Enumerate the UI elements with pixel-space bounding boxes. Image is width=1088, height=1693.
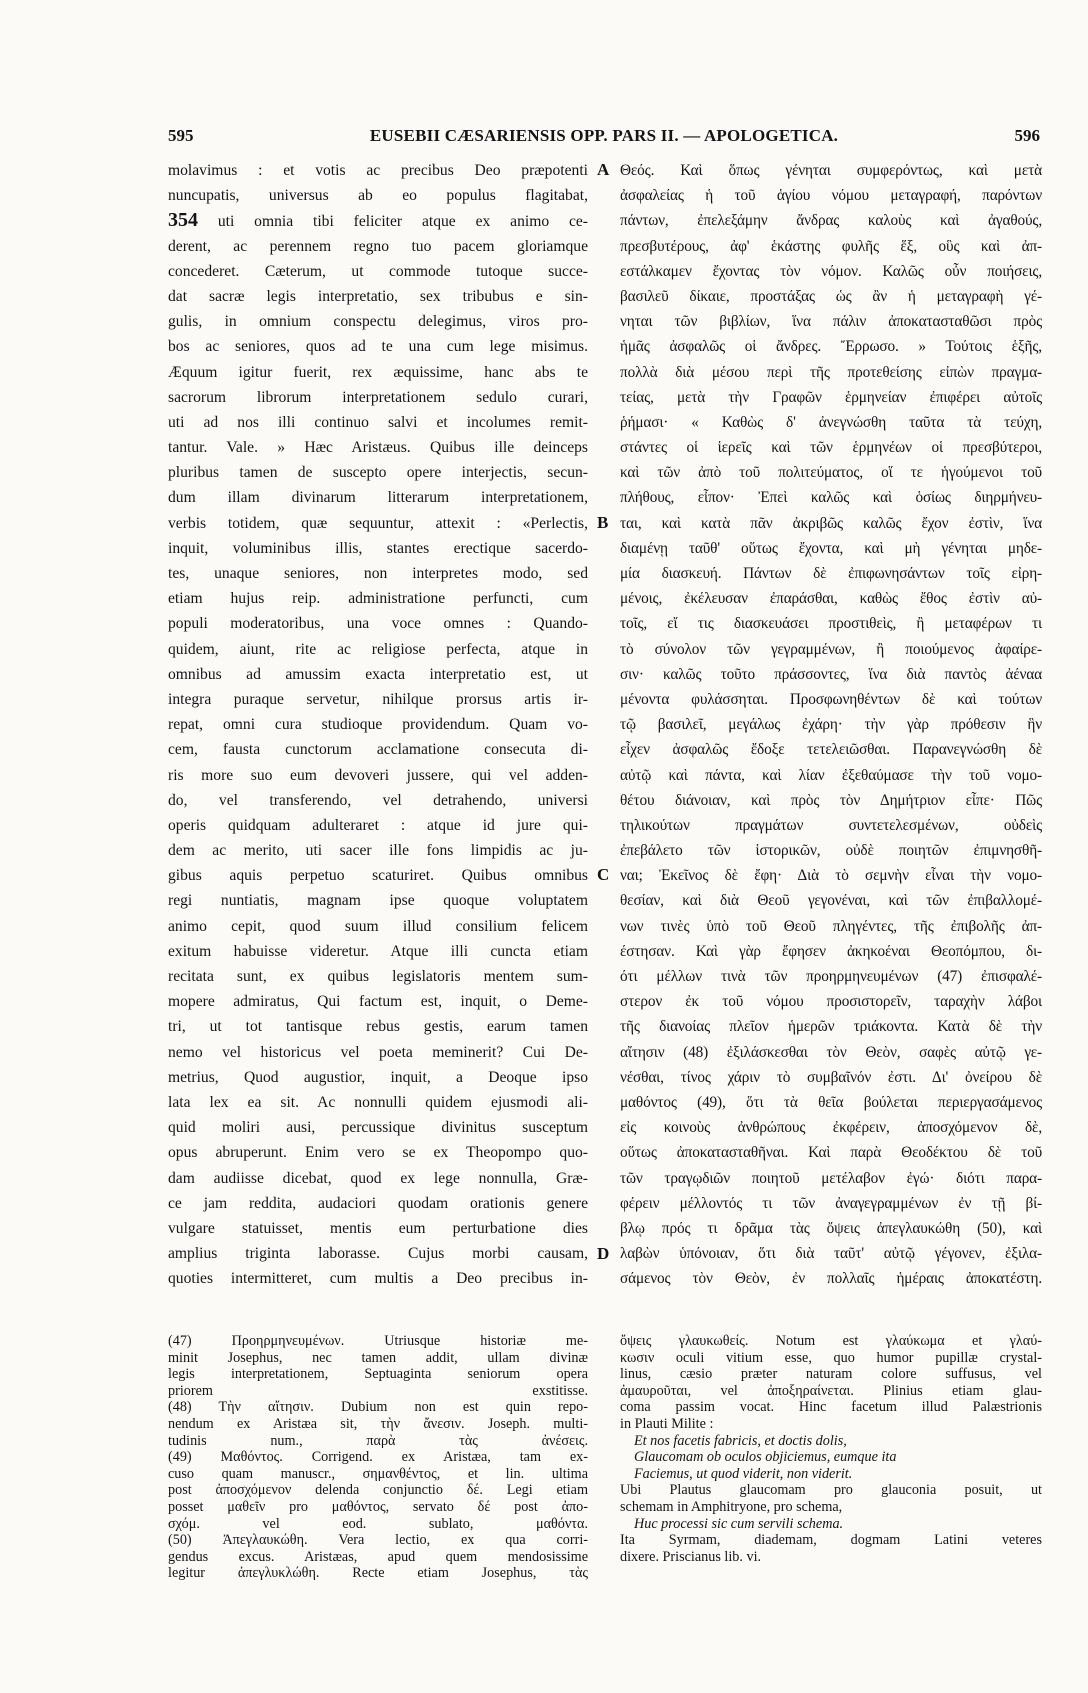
- greek-line: τὸ σύνολον τῶν γεγραμμένων, ἢ ποιούμενος ἀφαίρε-: [620, 640, 1042, 658]
- latin-line: metrius, Quod augustior, inquit, a Deoque ipso: [168, 1068, 588, 1086]
- greek-line: καὶ τῶν ἀπὸ τοῦ πολιτεύματος, οἵ τε ἡγούμενοι τοῦ: [620, 464, 1042, 482]
- greek-line: έστησαν. Καὶ γὰρ ἔφησεν ἀκηκοέναι Θεοπόμπου, δι-: [620, 942, 1042, 960]
- footnote-verse-line: Faciemus, ut quod viderit, non viderit.: [634, 1465, 853, 1482]
- greek-line: ἡμᾶς ἀσφαλῶς οἱ ἄνδρες. Ἔρρωσο. » Τούτοις ἑξῆς,: [620, 338, 1042, 356]
- footnote-line: legis interpretationem, Septuaginta seniorum opera: [168, 1366, 588, 1383]
- latin-line: concederet. Cæterum, ut commode tutoque succe-: [168, 262, 588, 280]
- latin-line: nuncupatis, universus ab eo populus flagitabat,: [168, 187, 588, 205]
- latin-line: exitum habuisse videretur. Atque illi cuncta etiam: [168, 942, 588, 960]
- footnote-line: minit Josephus, nec tamen addit, ullam divinæ: [168, 1349, 588, 1366]
- greek-line: φέρειν μέλλοντός τι τῶν ἀναγεγραμμένων ἐν τῇ βί-: [620, 1194, 1042, 1212]
- greek-line: Θεός. Καὶ ὅπως γένηται συμφερόντως, καὶ μετὰ: [620, 162, 1042, 179]
- greek-line: πολλὰ διὰ μέσου περὶ τῆς προτεθείσης εἰπὼν πραγμα-: [620, 363, 1042, 381]
- latin-line: sacrorum librorum interpretationem sedulo curari,: [168, 388, 588, 406]
- latin-line: tes, unaque seniores, non interpretes modo, sed: [168, 565, 588, 582]
- greek-line: εἰς κοινοὺς ἀνθρώπους ἐκφέρειν, ἀποσχόμενον δὲ,: [620, 1119, 1042, 1137]
- greek-line: διαμένῃ ταῦθ' οὕτως ἔχοντα, καὶ μὴ γένηται μηδε-: [620, 539, 1042, 557]
- latin-line: dat sacræ legis interpretatio, sex tribubus e sin-: [168, 287, 588, 305]
- footnote-line: (50) Ἀπεγλαυκώθη. Vera lectio, ex qua corri-: [168, 1532, 588, 1549]
- latin-line: opus abruperunt. Enim vero se ex Theopompo quo-: [168, 1144, 588, 1162]
- greek-line: μία διασκευή. Πάντων δὲ ἐπιφωνησάντων τοῖς εἰρη-: [620, 565, 1042, 582]
- greek-line: λαβὼν ὑπόνοιαν, ὅτι διὰ ταῦτ' αὐτῷ γέγονεν, ἐξιλα-: [620, 1245, 1042, 1263]
- margin-letter-b: B: [597, 513, 609, 532]
- latin-line: vulgare statuisset, mentis eum perturbatione dies: [168, 1219, 588, 1237]
- greek-column: [620, 158, 1042, 1291]
- footnote-line: linus, cæsio præter naturam colore suffusus, vel: [620, 1366, 1042, 1383]
- footnote-line: schemam in Amphitryone, pro schema,: [620, 1498, 843, 1515]
- latin-line: pluribus tamen de suscepto opere interjectis, secun-: [168, 464, 588, 482]
- greek-line: θέτου διάνοιαν, καὶ πρὸς τὸν Δημήτριον εἶπε· Πῶς: [620, 791, 1042, 809]
- footnote-verse-line: Glaucomam ob oculos objiciemus, eumque ita: [634, 1449, 897, 1466]
- greek-line: μαθόντος (49), ὅτι τὰ θεῖα βούλεται περιεργασάμενος: [620, 1093, 1042, 1111]
- greek-line: μένοις, ἐκέλευσαν ἐπαράσθαι, καθὼς ἔθος ἐστὶν αὐ-: [620, 590, 1042, 608]
- latin-line: Æquum igitur fuerit, rex æquissime, hanc abs te: [168, 363, 588, 381]
- footnote-line: priorem exstitisse.: [168, 1382, 588, 1399]
- footnote-line: legitur ἀπεγλυκλώθη. Recte etiam Josephus, τὰς: [168, 1565, 588, 1582]
- latin-line: gibus aquis perpetuo scaturiret. Quibus omnibus: [168, 867, 588, 885]
- footnote-line: dixere. Priscianus lib. vi.: [620, 1548, 762, 1565]
- greek-line: θεσίαν, καὶ διὰ Θεοῦ γεγονέναι, καὶ τῶν ἐπιβαλλομέ-: [620, 892, 1042, 910]
- footnote-line: posset μαθεῖν pro μαθόντος, servato δέ post ἀπο-: [168, 1498, 588, 1515]
- latin-line: nemo vel historicus vel poeta meminerit? Cui De-: [168, 1043, 588, 1061]
- latin-line: molavimus : et votis ac precibus Deo præpotenti: [168, 162, 588, 179]
- greek-line: τῆς διανοίας πλεῖον ἡμερῶν τριάκοντα. Κατὰ δὲ τὴν: [620, 1018, 1042, 1036]
- latin-line: tri, ut tot tantisque rebus gestis, earum tamen: [168, 1018, 588, 1036]
- greek-line: μένοντα φυλάσσηται. Προσφωνηθέντων δὲ καὶ τούτων: [620, 690, 1042, 708]
- chapter-number: 354: [168, 209, 198, 232]
- footnote-line: ὄψεις γλαυκωθείς. Notum est γλαύκωμα et γλαύ-: [620, 1333, 1042, 1349]
- greek-line: νηται τῶν βιβλίων, ἵνα πάλιν ἀποκατασταθῶσι πρὸς: [620, 313, 1042, 331]
- running-header: [168, 126, 1040, 148]
- latin-line: gulis, in omnium conspectu delegimus, viros pro-: [168, 313, 588, 331]
- latin-line: do, vel transferendo, vel detrahendo, universi: [168, 791, 588, 809]
- latin-line: repat, omni cura studioque providendum. Quam vo-: [168, 716, 588, 734]
- latin-line: [168, 208, 588, 233]
- latin-line: quidem, aiunt, rite ac religiose perfecta, atque in: [168, 640, 588, 658]
- footnote-line: (47) Προηρμηνευμένων. Utriusque historiæ me-: [168, 1333, 588, 1349]
- footnote-line: in Plauti Milite :: [620, 1415, 714, 1432]
- latin-line: recitata sunt, ex quibus legislatoris mentem sum-: [168, 968, 588, 985]
- greek-line: ναι; Ἐκεῖνος δὲ ἔφη· Διὰ τὸ σεμνὴν εἶναι τὴν νομο-: [620, 867, 1042, 885]
- latin-line: populi moderatoribus, una voce omnes : Quando-: [168, 615, 588, 633]
- latin-line: regi nuntiatis, magnam ipse quoque voluptatem: [168, 892, 588, 910]
- latin-line: omnibus ad amussim exacta interpretatio est, ut: [168, 665, 588, 683]
- latin-line: dem ac merito, uti sacer ille fons limpidis ac ju-: [168, 842, 588, 860]
- footnote-line: σχόμ. vel eod. sublato, μαθόντα.: [168, 1515, 588, 1532]
- footnotes-right: [620, 1333, 1042, 1565]
- greek-line: πρεσβυτέρους, ἀφ' ἑκάστης φυλῆς ἕξ, οὓς καὶ ἀπ-: [620, 237, 1042, 255]
- running-title: EUSEBII CÆSARIENSIS OPP. PARS II. — APOLOGETICA.: [369, 126, 839, 145]
- latin-column: [168, 158, 588, 1291]
- footnotes-left: [168, 1333, 588, 1582]
- greek-line: αἴτησιν (48) ἐξιλάσκεσθαι τὸν Θεὸν, σαφὲς αὐτῷ γε-: [620, 1043, 1042, 1061]
- footnote-line: cuso quam manuscr., σημανθέντος, et lin. ultima: [168, 1465, 588, 1482]
- footnote-line: (49) Μαθόντος. Corrigend. ex Aristæa, tam ex-: [168, 1449, 588, 1466]
- footnote-line: gendus excus. Aristæas, apud quem mendosissime: [168, 1548, 588, 1565]
- latin-line: quoties intermitteret, cum multis a Deo precibus in-: [168, 1270, 588, 1288]
- greek-line: τῶν τραγῳδιῶν ποιητοῦ μετέλαβον ἐγώ· διότι παρα-: [620, 1169, 1042, 1187]
- latin-line: amplius triginta laborasse. Cujus morbi causam,: [168, 1245, 588, 1263]
- margin-letter-d: D: [597, 1244, 610, 1263]
- margin-letter-c: C: [597, 865, 610, 884]
- greek-line: σιν· καλῶς τοῦτο πράσσοντες, ἵνα διὰ παντὸς ἀέναα: [620, 665, 1042, 683]
- latin-line: cem, fausta cunctorum acclamatione consecuta di-: [168, 741, 588, 759]
- footnote-prose-block: [620, 1532, 1042, 1565]
- greek-line: οὕτως ἀποκατασταθῆναι. Καὶ παρὰ Θεοδέκτου δὲ τοῦ: [620, 1144, 1042, 1162]
- latin-line: integra puraque servetur, nihilque prorsus artis ir-: [168, 690, 588, 708]
- greek-line: νέσθαι, τίνος χάριν τὸ συμβαῖνόν ἐστι. Δι' ὀνείρου δὲ: [620, 1068, 1042, 1086]
- greek-line: τείας, μετὰ τὴν Γραφῶν ἑρμηνείαν ἐπιφέρει αὐτοῖς: [620, 388, 1042, 406]
- margin-letter-a: A: [597, 160, 610, 179]
- footnote-line: nendum ex Aristæa sit, τὴν ἄνεσιν. Joseph. multi-: [168, 1415, 588, 1432]
- greek-line: ται, καὶ κατὰ πᾶν ἀκριβῶς καλῶς ἔχον ἐστὶν, ἵνα: [620, 514, 1042, 532]
- page-number-left: 595: [168, 126, 194, 145]
- footnote-line: post ἀποσχόμενον delenda conjunctio δέ. Legi etiam: [168, 1482, 588, 1499]
- latin-line: ris more suo eum devoveri jussere, qui vel adden-: [168, 766, 588, 784]
- latin-line: ce jam reddita, audaciori quodam orationis genere: [168, 1194, 588, 1212]
- footnote-line: tudinis num., παρὰ τὰς ἀνέσεις.: [168, 1432, 588, 1449]
- latin-line: etiam hujus reip. administratione perfuncti, cum: [168, 590, 588, 608]
- footnote-line: (48) Τὴν αἴτησιν. Dubium non est quin repo-: [168, 1399, 588, 1416]
- footnote-line: Ubi Plautus glaucomam pro glauconia posuit, ut: [620, 1482, 1042, 1499]
- greek-line: ἐπεβάλετο τῶν ἱστορικῶν, οὐδὲ ποιητῶν ἐπιμνησθῆ-: [620, 842, 1042, 860]
- greek-line: τῷ βασιλεῖ, μεγάλως ἐχάρη· τὴν γὰρ πρόθεσιν ἣν: [620, 716, 1042, 734]
- footnote-verse-line: Huc processi sic cum servili schema.: [634, 1515, 844, 1532]
- greek-line: εἶχεν ἀσφαλῶς ἔδοξε τετελειῶσθαι. Παρανεγνώσθη δὲ: [620, 741, 1042, 759]
- greek-line: εστάλκαμεν ἔχοντας τὸν νόμον. Καλῶς οὖν ποιήσεις,: [620, 262, 1042, 280]
- page-number-right: 596: [1014, 126, 1040, 145]
- latin-line: uti ad nos illi continuo salvi et incolumes remit-: [168, 413, 588, 431]
- latin-line: dam audiisse dicebat, quod ex lege nonnulla, Græ-: [168, 1169, 588, 1187]
- latin-line: bos ac seniores, quos ad te una cum lege misimus.: [168, 338, 588, 356]
- greek-line: στερον ἐκ τοῦ νόμου προσιστορεῖν, ταραχὴν λάβοι: [620, 993, 1042, 1011]
- latin-line: quid moliri ausi, percussique divinitus susceptum: [168, 1119, 588, 1137]
- latin-line: lata lex ea sit. Ac nonnulli quidem ejusmodi ali-: [168, 1093, 588, 1111]
- greek-line: ἀσφαλείας ἡ τοῦ ἁγίου νόμου μεταγραφή, παρόντων: [620, 187, 1042, 205]
- greek-line: τοῖς, εἴ τις διασκευάσει προστιθεὶς, ἢ μεταφέρων τι: [620, 615, 1042, 633]
- latin-line: tantur. Vale. » Hæc Aristæus. Quibus ille deinceps: [168, 439, 588, 457]
- latin-line: derent, ac perennem regno tuo pacem gloriamque: [168, 237, 588, 255]
- latin-line: inquit, voluminibus illis, stantes erectique sacerdo-: [168, 539, 588, 557]
- text-span: uti omnia tibi feliciter atque ex animo ce-: [217, 213, 588, 231]
- greek-line: βλῳ πρός τι δρᾶμα τὰς ὄψεις ἀπεγλαυκώθη (50), καὶ: [620, 1219, 1042, 1237]
- greek-line: βασιλεῦ δίκαιε, προστάξας ὡς ἂν ἡ μεταγραφὴ γέ-: [620, 287, 1042, 305]
- footnote-line: Ita Syrmam, diademam, dogmam Latini veteres: [620, 1532, 1042, 1549]
- greek-line: ότι μέλλων τινὰ τῶν προηρμηνευμένων (47) ἐπισφαλέ-: [620, 968, 1042, 985]
- footnote-prose-block: [620, 1482, 1042, 1515]
- greek-line: πλήθους, εἶπον· Ἐπεὶ καλῶς καὶ ὁσίως διηρμήνευ-: [620, 489, 1042, 507]
- footnote-line: coma passim vocat. Hinc facetum illud Palæstrionis: [620, 1399, 1042, 1416]
- greek-line: νων τινὲς ὑπὸ τοῦ Θεοῦ πληγέντες, τῆς ἐπιβολῆς ἀπ-: [620, 917, 1042, 935]
- greek-line: τηλικούτων πραγμάτων συντετελεσμένων, οὐδεὶς: [620, 816, 1042, 834]
- footnote-verse-block: [620, 1433, 1042, 1483]
- greek-line: στάντες οἱ ἱερεῖς καὶ τῶν ἑρμηνέων οἱ πρεσβύτεροι,: [620, 439, 1042, 457]
- footnote-verse-block: [620, 1516, 1042, 1533]
- greek-line: αὐτῷ καὶ πάντα, καὶ λίαν ἐξεθαύμασε τὴν τοῦ νομο-: [620, 766, 1042, 784]
- footnote-prose-block: [620, 1333, 1042, 1433]
- greek-line: πάντων, ἐπελεξάμην ἄνδρας καλοὺς καὶ ἀγαθούς,: [620, 212, 1042, 230]
- greek-line: σάμενος τὸν Θεὸν, ἐν πολλαῖς ἡμέραις ἀποκατέστη.: [620, 1270, 1042, 1288]
- footnote-line: κωσιν oculi vitium esse, quo humor pupillæ crystal-: [620, 1349, 1042, 1366]
- latin-line: verbis totidem, quæ sequuntur, attexit : «Perlectis,: [168, 514, 588, 532]
- footnote-verse-line: Et nos facetis fabricis, et doctis dolis,: [634, 1432, 847, 1449]
- latin-line: operis quidquam adulteraret : atque id jure qui-: [168, 816, 588, 834]
- footnote-line: ἀμαυροῦται, vel ἀποξηραίνεται. Plinius etiam glau-: [620, 1382, 1042, 1399]
- latin-line: dum illam divinarum litterarum interpretationem,: [168, 489, 588, 507]
- greek-line: ῥήμασι· « Καθὼς δ' ἀνεγνώσθη ταῦτα τὰ τεύχη,: [620, 413, 1042, 431]
- latin-line: mopere admiratus, Qui factum est, inquit, o Deme-: [168, 993, 588, 1011]
- latin-line: animo cepit, quod suum illud consilium felicem: [168, 917, 588, 935]
